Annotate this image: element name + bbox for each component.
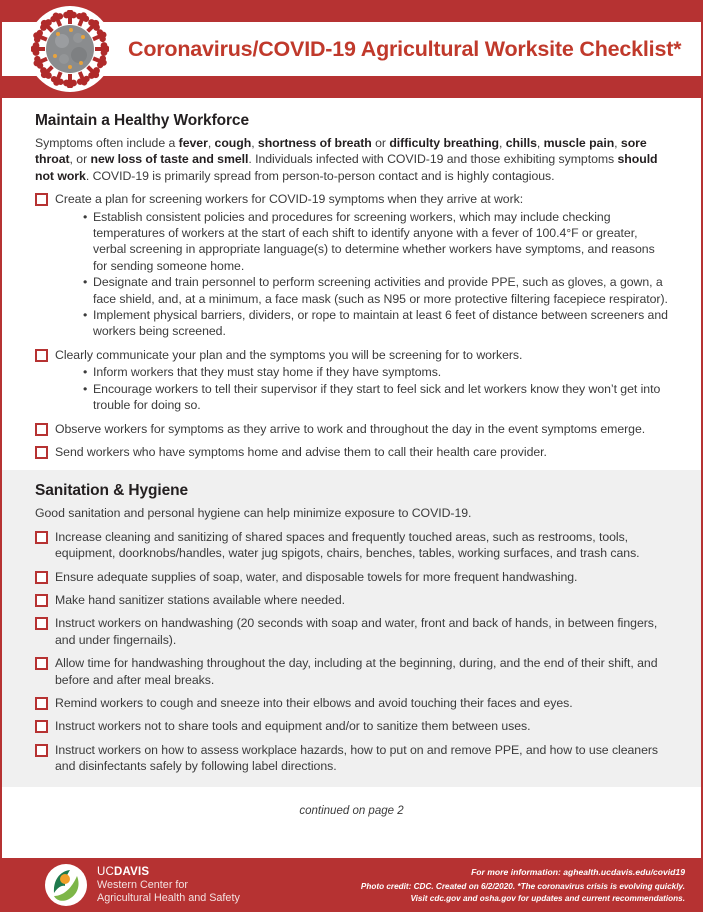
intro-text: or <box>371 136 390 150</box>
checkbox[interactable] <box>35 531 48 544</box>
intro-text: , <box>251 136 258 150</box>
bullet-icon: • <box>83 381 88 396</box>
checklist-item[interactable] <box>35 569 668 585</box>
sub-bullet-list <box>35 364 668 413</box>
checklist-item[interactable] <box>35 421 668 437</box>
intro-emphasis: shortness of breath <box>257 136 372 150</box>
checklist-item[interactable] <box>35 695 668 711</box>
intro-emphasis: should not work <box>35 152 658 183</box>
uc-text: UC <box>97 865 115 878</box>
intro-text: Good sanitation and personal hygiene can help minimize exposure to COVID-19. <box>35 506 472 521</box>
checkbox[interactable] <box>35 617 48 630</box>
footer-credits <box>361 866 685 904</box>
davis-text: DAVIS <box>114 865 150 878</box>
checklist-item-label: Increase cleaning and sanitizing of shared spaces and frequently touched areas, such as restrooms, tools, equipment, doorknobs/handles, water jug spigots, chairs, benches, tables, working surfaces, and trash cans. <box>55 529 640 561</box>
checklist-item-label: Create a plan for screening workers for COVID-19 symptoms when they arrive at work: <box>55 192 524 207</box>
intro-text: , <box>536 136 544 150</box>
continued-note: continued on page 2 <box>299 804 404 817</box>
bullet-icon: • <box>83 308 88 323</box>
page-title: Coronavirus/COVID-19 Agricultural Worksite Checklist* <box>128 36 682 61</box>
sub-bullet-label: Implement physical barriers, dividers, or rope to maintain at least 6 feet of distance between screeners and workers being screened. <box>93 308 668 339</box>
bullet-icon: • <box>83 275 88 290</box>
checklist-item-label: Instruct workers not to share tools and equipment and/or to sanitize them between uses. <box>55 719 531 734</box>
sections-container <box>2 98 701 817</box>
sub-bullet-item <box>35 307 668 340</box>
ucdavis-logo-text <box>97 866 240 904</box>
sub-bullet-label: Establish consistent policies and procedures for screening workers, which may include checking temperatures of workers at the start of each shift to identify anyone with a fever of 100.4°F or greater, verbal screening in appropriate language(s) to determine whether workers have symptoms, and reasons for sending someone home. <box>93 209 655 273</box>
checkbox[interactable] <box>35 744 48 757</box>
section-intro <box>35 135 668 184</box>
section-intro <box>35 505 668 521</box>
checklist-item-label: Allow time for handwashing throughout the day, including at the beginning, during, and the end of their shift, and before and after meal breaks. <box>55 656 658 687</box>
photo-credit-line1: Photo credit: CDC. Created on 6/2/2020. *The coronavirus crisis is evolving quickly. <box>360 882 685 891</box>
intro-emphasis: fever <box>178 136 208 150</box>
sub-bullet-item <box>35 381 668 414</box>
bullet-icon: • <box>83 209 88 224</box>
intro-emphasis: chills <box>505 136 537 150</box>
checkbox[interactable] <box>35 349 48 362</box>
checkbox[interactable] <box>35 594 48 607</box>
checkbox[interactable] <box>35 697 48 710</box>
page-footer <box>2 858 701 912</box>
sub-bullet-item <box>35 209 668 275</box>
checklist-item[interactable] <box>35 347 668 363</box>
intro-text: , <box>614 136 621 150</box>
intro-emphasis: new loss of taste and smell <box>90 152 249 167</box>
intro-emphasis: sore throat <box>35 136 647 167</box>
intro-emphasis: cough <box>214 136 252 150</box>
checkbox[interactable] <box>35 571 48 584</box>
checklist-item-label: Instruct workers on handwashing (20 seconds with soap and water, front and back of hands, in between fingers, and under fingernails). <box>55 616 658 647</box>
section-1 <box>2 98 701 470</box>
center-name-line1: Western Center for <box>97 878 189 891</box>
coronavirus-icon <box>27 6 113 92</box>
checkbox[interactable] <box>35 193 48 206</box>
checklist-item[interactable] <box>35 742 668 775</box>
ucdavis-wordmark <box>97 866 240 879</box>
intro-text: , or <box>69 152 91 167</box>
checklist-item-label: Ensure adequate supplies of soap, water, and disposable towels for more frequent handwashing. <box>55 569 578 584</box>
checklist-item[interactable] <box>35 655 668 688</box>
checklist-item-label: Clearly communicate your plan and the symptoms you will be screening for to workers. <box>55 347 523 362</box>
sub-bullet-item <box>35 274 668 307</box>
checkbox[interactable] <box>35 446 48 459</box>
checklist-item-label: Remind workers to cough and sneeze into their elbows and avoid touching their faces and eyes. <box>55 695 573 710</box>
bullet-icon: • <box>83 365 88 380</box>
intro-text: . COVID-19 is primarily spread from person-to-person contact and is highly contagious. <box>85 168 555 183</box>
checklist-item[interactable] <box>35 444 668 460</box>
sub-bullet-item <box>35 364 668 380</box>
section-heading: Maintain a Healthy Workforce <box>35 112 249 129</box>
intro-text: , <box>499 136 506 150</box>
checklist-item[interactable] <box>35 529 668 562</box>
checkbox[interactable] <box>35 720 48 733</box>
checklist-item[interactable] <box>35 615 668 648</box>
checklist-item-label: Instruct workers on how to assess workplace hazards, how to put on and remove PPE, and how to use cleaners and disinfectants safely by following label directions. <box>55 742 659 774</box>
intro-text: . Individuals infected with COVID-19 and those exhibiting symptoms <box>248 152 618 167</box>
more-information-link[interactable]: For more information: aghealth.ucdavis.edu/covid19 <box>471 867 685 877</box>
sub-bullet-label: Designate and train personnel to perform screening activities and provide PPE, such as gloves, a gown, a face shield, and, at a minimum, a face mask (such as N95 or more protective filtering facepiece respirator). <box>93 275 668 306</box>
checklist-item[interactable] <box>35 191 668 207</box>
intro-emphasis: difficulty breathing <box>389 136 500 150</box>
ucdavis-leaf-logo <box>44 863 88 907</box>
intro-emphasis: muscle pain <box>543 136 615 150</box>
ucdavis-logo <box>44 863 240 907</box>
photo-credit-line2: Visit cdc.gov and osha.gov for updates and current recommendations. <box>410 893 685 903</box>
checklist-item[interactable] <box>35 718 668 734</box>
section-2 <box>2 470 701 786</box>
page-header <box>2 0 701 98</box>
checklist-item[interactable] <box>35 592 668 608</box>
center-name-line2: Agricultural Health and Safety <box>97 891 240 904</box>
checkbox[interactable] <box>35 657 48 670</box>
section-heading: Sanitation & Hygiene <box>35 482 189 500</box>
sub-bullet-label: Encourage workers to tell their supervisor if they start to feel sick and let workers know they won’t get into trouble for doing so. <box>93 381 661 413</box>
intro-text: , <box>207 136 215 150</box>
checklist-item-label: Send workers who have symptoms home and advise them to call their health care provider. <box>55 444 547 459</box>
checklist-item-label: Observe workers for symptoms as they arrive to work and throughout the day in the event symptoms emerge. <box>55 421 646 436</box>
intro-text: Symptoms often include a <box>35 136 179 150</box>
sub-bullet-list <box>35 209 668 340</box>
checkbox[interactable] <box>35 423 48 436</box>
checklist-item-label: Make hand sanitizer stations available where needed. <box>55 592 345 607</box>
sub-bullet-label: Inform workers that they must stay home if they have symptoms. <box>93 365 442 380</box>
